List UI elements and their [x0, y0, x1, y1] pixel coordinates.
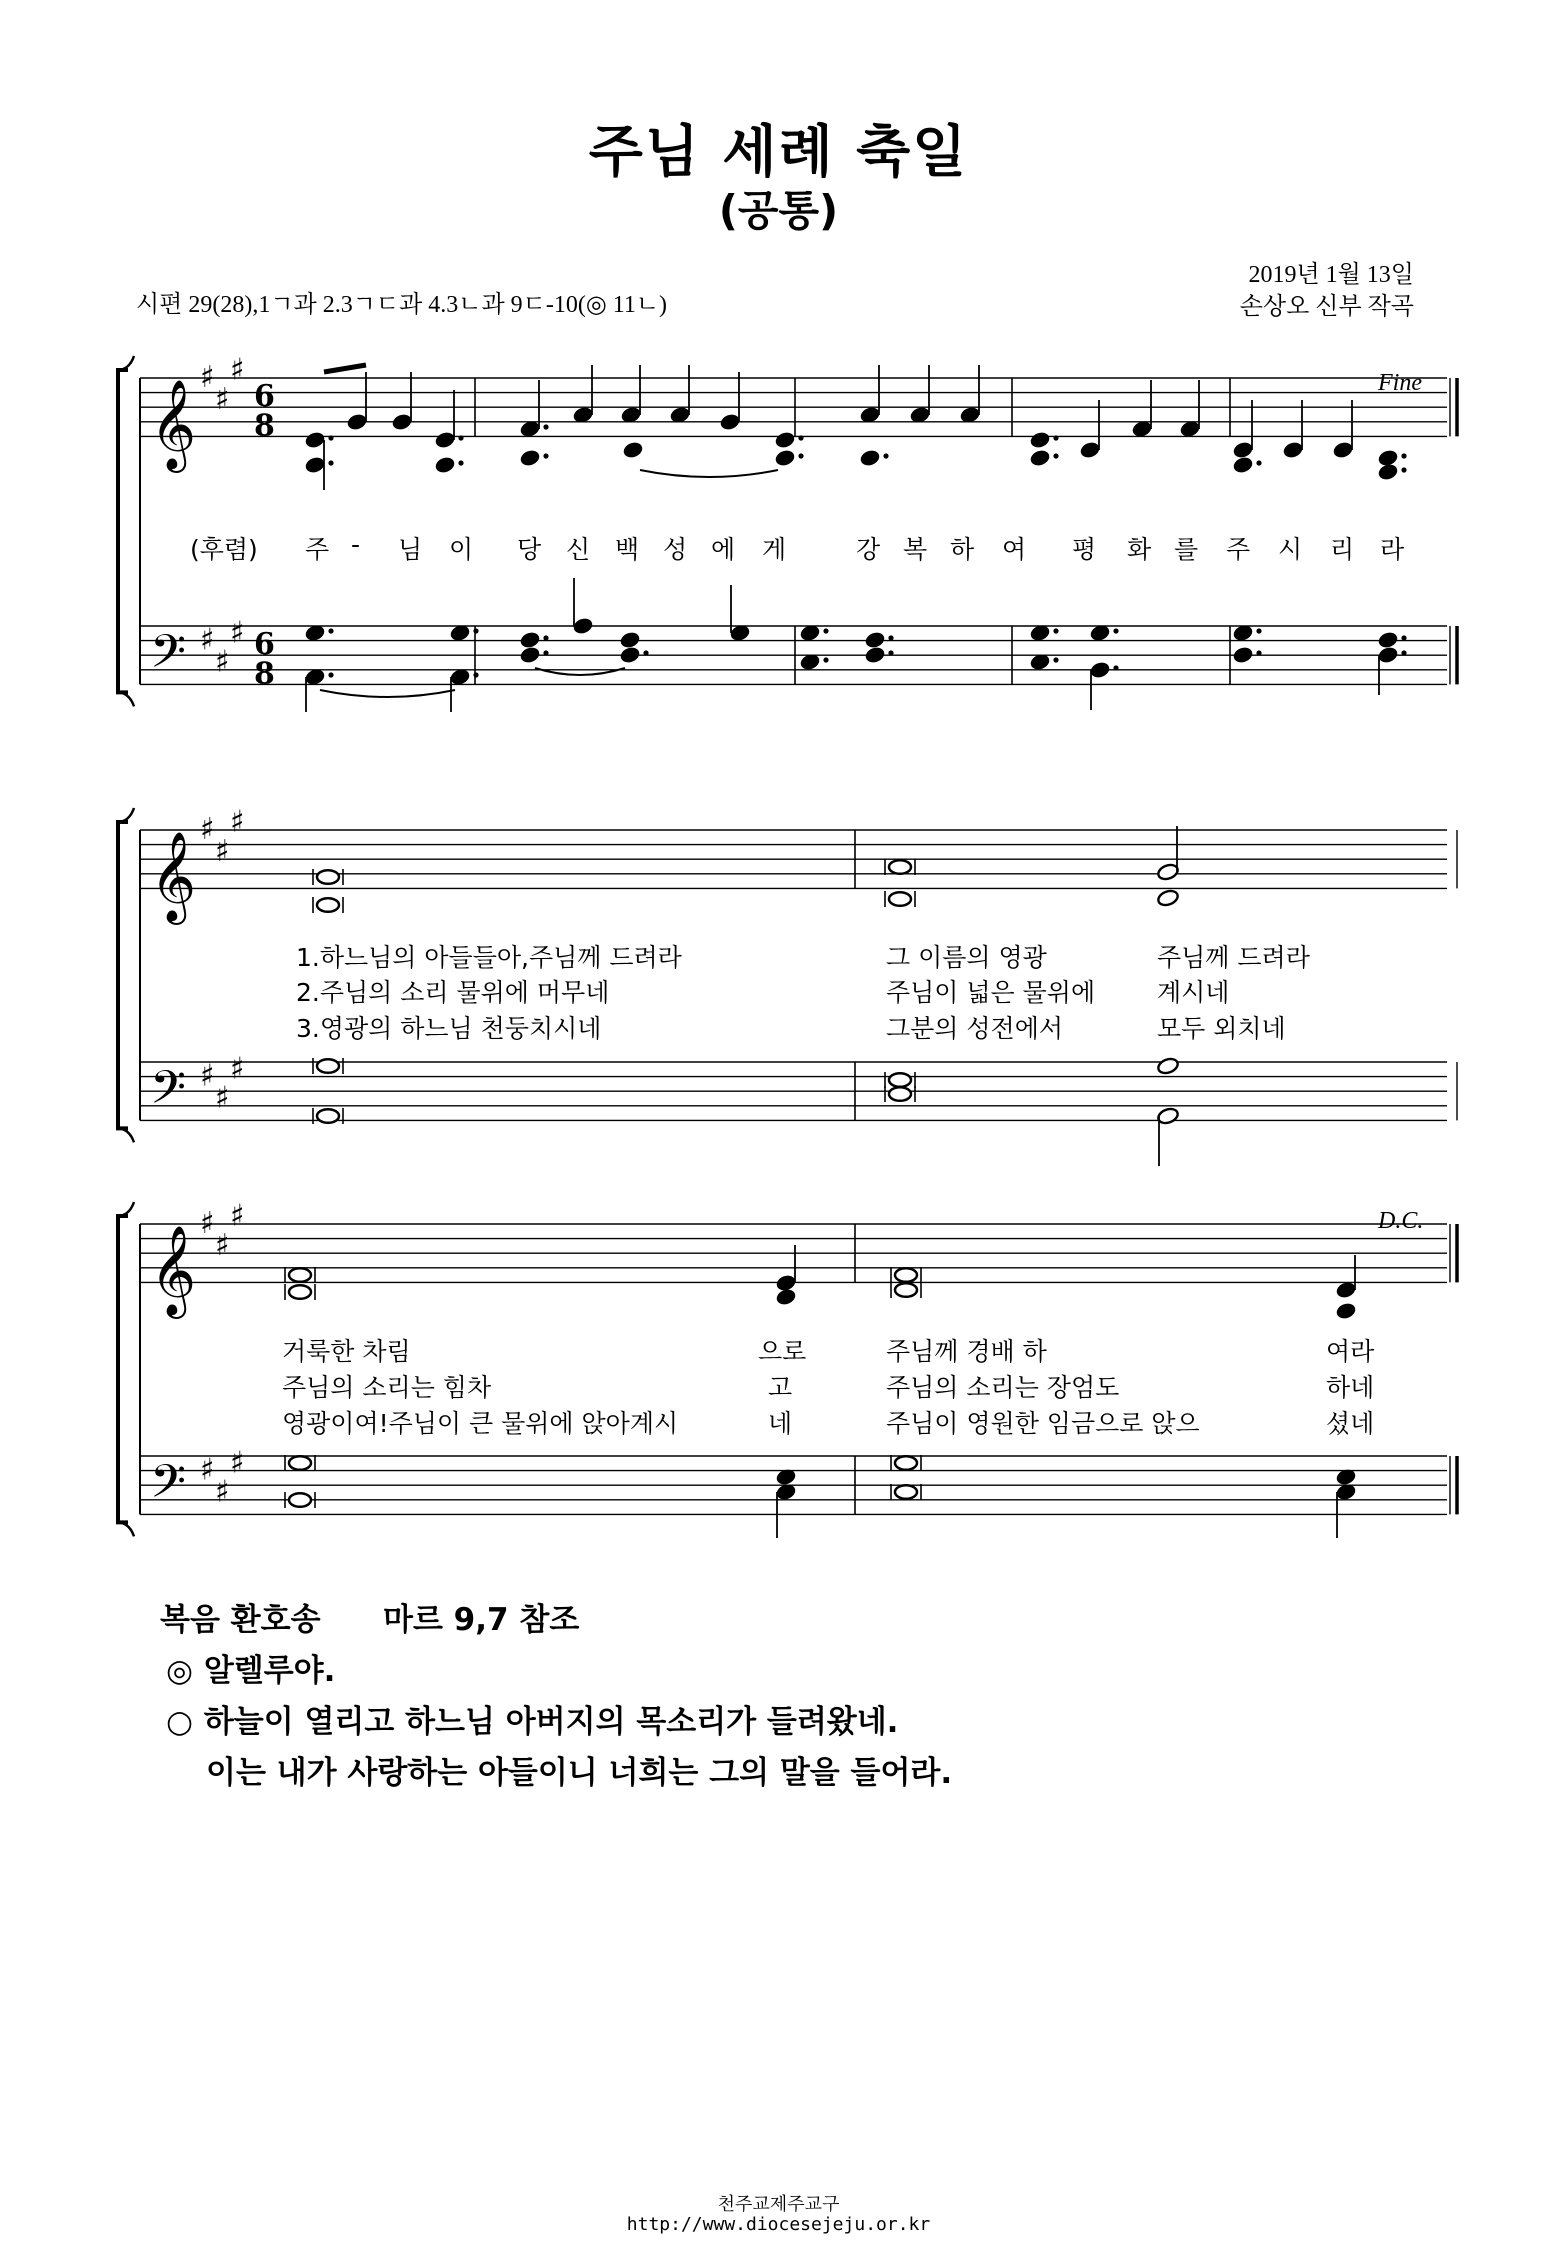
notehead [1232, 441, 1253, 459]
tie [320, 690, 455, 697]
breve-note [289, 1285, 311, 1299]
refrain-syllable: 주 [305, 535, 330, 564]
bass-clef-icon: 𝄢 [150, 624, 187, 690]
refrain-syllable: 님 [398, 535, 423, 564]
verse-1-a: 1.하느님의 아들들아,주님께 드려라 [296, 943, 682, 972]
sharp-sign: ♯ [200, 360, 215, 395]
notehead [434, 456, 455, 474]
dot [328, 672, 333, 677]
verse-3-d: 영광이여!주님이 큰 물위에 앉아계시 [282, 1409, 679, 1438]
notehead [1079, 441, 1100, 459]
notehead [304, 456, 325, 474]
notehead [775, 1274, 796, 1292]
notehead [1335, 1281, 1356, 1299]
notehead [1377, 463, 1398, 481]
date: 2019년 1월 13일 [1248, 262, 1414, 288]
sharp-sign: ♯ [230, 804, 245, 840]
dot [1113, 665, 1118, 670]
breve-note [895, 1456, 917, 1470]
treble-clef-icon: 𝄞 [150, 1225, 197, 1316]
verse-1-e: 으로 [758, 1337, 807, 1366]
refrain-syllable: 주 [1226, 535, 1251, 564]
dot [1401, 453, 1406, 458]
notehead [434, 431, 455, 449]
dot [1401, 467, 1406, 472]
breve-note [895, 1485, 917, 1499]
notehead [1089, 661, 1110, 679]
notehead [1377, 631, 1398, 649]
dot [1401, 635, 1406, 640]
notehead [1156, 888, 1179, 907]
dot [473, 672, 478, 677]
breve-note [889, 1087, 911, 1101]
refrain-syllable: 여 [1002, 535, 1027, 564]
verse-1-b: 그 이름의 영광 [886, 943, 1047, 972]
dot [543, 424, 548, 429]
dot [1256, 460, 1261, 465]
refrain-syllable: 백 [615, 535, 640, 564]
verse-3-a: 3.영광의 하느님 천둥치시네 [296, 1014, 602, 1043]
notehead [1029, 431, 1050, 449]
notehead [449, 668, 470, 686]
dot [458, 460, 463, 465]
dot [798, 453, 803, 458]
verse-3-c: 모두 외치네 [1157, 1014, 1286, 1043]
verse-1-f: 주님께 경배 하 [886, 1337, 1047, 1366]
time-signature-top: 6 [254, 379, 275, 415]
bass-clef-icon: 𝄢 [150, 1060, 187, 1126]
composer: 손상오 신부 작곡 [1239, 294, 1414, 320]
gospel-heading: 복음 환호송 [160, 1602, 321, 1638]
gospel-verse-line2: 이는 내가 사랑하는 아들이니 너희는 그의 말을 들어라. [206, 1755, 953, 1791]
breve-note [289, 1493, 311, 1507]
notehead [619, 646, 640, 664]
bass-clef-icon: 𝄢 [150, 1454, 187, 1520]
dot [328, 628, 333, 633]
treble-clef-icon: 𝄞 [150, 379, 197, 470]
beam [324, 365, 366, 372]
notehead [1377, 449, 1398, 467]
notehead [1232, 456, 1253, 474]
gospel-response: ◎ 알렐루야. [166, 1653, 336, 1689]
dot [888, 650, 893, 655]
refrain-label: (후렴) [190, 535, 258, 564]
verse-2-a: 2.주님의 소리 물위에 머무네 [296, 978, 610, 1007]
verse-3-b: 그분의 성전에서 [886, 1014, 1063, 1043]
notehead [775, 1288, 796, 1306]
sharp-sign: ♯ [200, 1452, 215, 1488]
time-signature-bottom: 8 [254, 408, 275, 444]
notehead [519, 420, 540, 438]
dot [1256, 650, 1261, 655]
notehead [1332, 441, 1353, 459]
notehead [619, 631, 640, 649]
notehead [864, 631, 885, 649]
breve-note [289, 1268, 311, 1282]
refrain-syllable: 게 [762, 535, 787, 564]
notehead [519, 449, 540, 467]
tie [640, 470, 778, 477]
bracket-hook [120, 356, 134, 370]
breve-note [889, 1073, 911, 1087]
breve-note [889, 860, 911, 874]
verse-3-f: 주님이 영원한 임금으로 앉으 [886, 1409, 1200, 1438]
footer-org: 천주교제주교구 [717, 2194, 840, 2215]
refrain-syllable: - [351, 530, 361, 559]
verse-3-e: 네 [768, 1409, 793, 1438]
bracket-hook [120, 1128, 134, 1142]
footer-url: http://www.diocesejeju.or.kr [626, 2214, 931, 2235]
sharp-sign: ♯ [215, 381, 230, 417]
sharp-sign: ♯ [230, 1198, 245, 1234]
verse-1-d: 거룩한 차림 [282, 1337, 411, 1366]
treble-clef-icon: 𝄞 [150, 831, 197, 922]
page-subtitle: (공통) [718, 186, 839, 235]
notehead [1179, 420, 1200, 438]
refrain-syllable: 복 [903, 535, 928, 564]
sharp-sign: ♯ [230, 1051, 245, 1087]
dot [1053, 628, 1058, 633]
dot [823, 628, 828, 633]
notehead [572, 617, 593, 635]
system-bracket [118, 1216, 128, 1522]
page-title: 주님 세례 축일 [588, 120, 969, 185]
dot [543, 650, 548, 655]
notehead [1156, 1056, 1179, 1075]
dot [823, 657, 828, 662]
verse-3-g: 셨네 [1326, 1409, 1375, 1438]
fine-mark: Fine [1378, 370, 1422, 396]
breve-note [889, 892, 911, 906]
gospel-reference: 마르 9,7 참조 [383, 1602, 580, 1638]
notehead [519, 646, 540, 664]
breve-note [895, 1268, 917, 1282]
notehead [391, 413, 412, 431]
notehead [1029, 449, 1050, 467]
refrain-syllable: 에 [711, 535, 736, 564]
dot [1053, 657, 1058, 662]
notehead [346, 413, 367, 431]
time-signature-bottom: 8 [254, 656, 275, 692]
dot [458, 435, 463, 440]
bracket-hook [120, 1202, 134, 1216]
dot [1113, 628, 1118, 633]
sharp-sign: ♯ [230, 1445, 245, 1481]
breve-note [317, 1059, 339, 1073]
sharp-sign: ♯ [230, 615, 245, 651]
notehead [1131, 420, 1152, 438]
verse-2-b: 주님이 넓은 물위에 [886, 978, 1096, 1007]
notehead [719, 413, 740, 431]
time-signature-top: 6 [254, 627, 275, 663]
bracket-hook [120, 692, 134, 706]
verse-2-g: 하네 [1326, 1373, 1375, 1402]
notehead [864, 646, 885, 664]
sharp-sign: ♯ [215, 833, 230, 869]
refrain-syllable: 화 [1127, 535, 1152, 564]
notehead [774, 431, 795, 449]
refrain-syllable: 강 [856, 535, 881, 564]
sharp-sign: ♯ [215, 1080, 230, 1116]
notehead [304, 431, 325, 449]
notehead [774, 449, 795, 467]
verse-1-g: 여라 [1326, 1337, 1375, 1366]
sharp-sign: ♯ [230, 352, 245, 388]
refrain-syllable: 하 [950, 535, 975, 564]
dot [1256, 628, 1261, 633]
breve-note [317, 870, 339, 884]
verse-2-f: 주님의 소리는 장엄도 [886, 1373, 1120, 1402]
notehead [859, 449, 880, 467]
verse-2-c: 계시네 [1157, 978, 1230, 1007]
dot [328, 435, 333, 440]
sharp-sign: ♯ [200, 622, 215, 658]
refrain-syllable: 시 [1278, 535, 1303, 564]
verse-2-d: 주님의 소리는 힘차 [282, 1373, 492, 1402]
dot [1053, 453, 1058, 458]
bracket-hook [120, 1522, 134, 1536]
dc-mark: D.C. [1378, 1208, 1424, 1234]
dot [1401, 650, 1406, 655]
verse-1-c: 주님께 드려라 [1157, 943, 1310, 972]
sharp-sign: ♯ [200, 1058, 215, 1094]
dot [543, 453, 548, 458]
sharp-sign: ♯ [200, 1206, 215, 1241]
system-bracket [118, 822, 128, 1128]
sharp-sign: ♯ [215, 1227, 230, 1263]
sharp-sign: ♯ [215, 644, 230, 680]
refrain-syllable: 라 [1380, 535, 1405, 564]
bracket-hook [120, 808, 134, 822]
breve-note [895, 1283, 917, 1297]
breve-note [317, 1109, 339, 1123]
dot [473, 628, 478, 633]
sharp-sign: ♯ [215, 1474, 230, 1510]
psalm-reference: 시편 29(28),1ㄱ과 2.3ㄱㄷ과 4.3ㄴ과 9ㄷ-10(◎ 11ㄴ) [136, 292, 668, 318]
notehead [1282, 441, 1303, 459]
refrain-syllable: 리 [1330, 535, 1355, 564]
dot [888, 635, 893, 640]
verse-2-e: 고 [768, 1373, 793, 1402]
breve-note [289, 1456, 311, 1470]
notehead [1335, 1302, 1356, 1320]
breve-note [317, 898, 339, 912]
refrain-syllable: 성 [663, 535, 688, 564]
dot [543, 635, 548, 640]
sharp-sign: ♯ [200, 812, 215, 847]
notehead [1377, 646, 1398, 664]
gospel-verse-line1: ○ 하늘이 열리고 하느님 아버지의 목소리가 들려왔네. [166, 1704, 899, 1740]
refrain-syllable: 를 [1174, 535, 1199, 564]
refrain-syllable: 당 [517, 535, 542, 564]
dot [328, 460, 333, 465]
refrain-syllable: 평 [1072, 535, 1097, 564]
system-bracket [118, 370, 128, 692]
tie [535, 668, 625, 675]
notehead [519, 631, 540, 649]
refrain-syllable: 신 [566, 535, 591, 564]
notehead [1232, 646, 1253, 664]
refrain-syllable: 이 [449, 535, 474, 564]
dot [1053, 435, 1058, 440]
dot [643, 650, 648, 655]
notehead [622, 441, 643, 459]
notehead [304, 668, 325, 686]
dot [883, 453, 888, 458]
dot [798, 435, 803, 440]
